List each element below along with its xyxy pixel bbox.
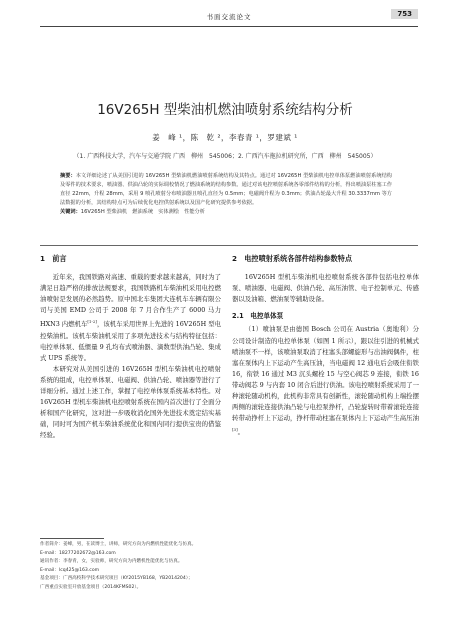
abstract-text: 本文详细论述了从美国引进的 16V265H 型柴油机燃油喷射系统结构及其特点。通过对 16V265H 型柴油机电控单体泵燃油喷射系统结构及零件的技术要求，喷油器、供油凸轮的实际调校情况了燃油系统的结构参数。通过对该电控喷射系统各零部件结构的分析，得出喷油泵柱塞工作直径 22mm，升程 28mm，采用 9 喷孔喷射分布喷油器且喷孔直径为 0.5mm；电磁阀升程为 0.3mm；供油凸轮最大升程 30.3337mm 等方法数据的分析，其结构特点可为后续优化电控供射系统以及国产化研究提供参考依据。	[60, 173, 393, 206]
abstract-block	[60, 172, 392, 217]
section-heading-introduction: 1 前言	[40, 254, 67, 263]
pump-paragraph: （1）喷油泵是由德国 Bosch 公司在 Austria（奥地利）分公司设计制造的电控单体泵（如图 1 所示），跟以往引进的机械式喷油泵不一样，该喷油泵取消了柱塞头部螺旋形与出油阀偶件，柱塞在泵体内上下运动产生高压油，当电磁阀 12 通电后会吸住衔铁 16，衔铁 16 通过 M3 沉头螺栓 15 与空心阀芯 9 连接，衔铁 16 带动阀芯 9 与内套 10 闭合后进行供油。该电控喷射系统采用了一种滚轮随动机构，此机构非常具有创新性，滚轮随动机构上端拴摆两侧的滚轮连接供油凸轮与电控泵挣杆，凸轮旋转时带着滚轮连接转带动挣杆上下运动，挣杆带动柱塞在泵体内上下运动产生高压油[3]。	[232, 325, 419, 437]
page-number: 753	[391, 9, 418, 19]
footnote-author: 作者简介：姜峰，男，在读博士，讲师，研究方向为内燃机性能优化与仿真。	[40, 542, 197, 547]
paper-title: 16V265H 型柴油机燃油喷射系统结构分析	[97, 102, 353, 118]
section-heading-structure: 2 电控喷射系统各部件结构参数特点	[232, 254, 353, 263]
structure-paragraph-1: 16V265H 型机车柴油机电控喷射系统各部件包括电控单体泵、喷油器、电磁阀、供油凸轮、高压油管、电子控制单元、传感器以及油箱、燃油泵等辅助设备。	[232, 273, 419, 304]
footnote-email-2: E-mail：lcq425@163.com	[40, 567, 100, 573]
footnote-corresponding: 通讯作者：李春青，女，实验师，研究方向为内燃机性能优化与仿真。	[40, 559, 183, 564]
footnote-email: E-mail：18277202672@163.com	[40, 550, 116, 556]
keywords	[60, 208, 392, 217]
intro-paragraph-1: 近年来，我国铁路对高速、重载的要求越来越高，同时为了满足日趋严格的排放法规要求，我国铁路机车柴油机采用电控燃油喷射是发展的必然趋势。原中国北车集团大连机车车辆有限公司与美国 EMD 公司于 2008 年 7 月合作生产了 6000 马力 HXN3 内燃机车[1-2]，该机车采用世界上先进的 16V265H 型电控柴油机。该机车柴油机采用了多项先进技术与结构特征包括：电控单体泵、低惯量 9 孔均布式喷油器、滴数型供油凸轮、集成式 UPS 系统等。	[40, 273, 221, 362]
citation: [3]	[232, 427, 238, 433]
running-head	[40, 12, 418, 27]
footnote-funding: 基金项目：广西高校科学技术研究项目（KY2015YB168，YB2014204）；	[40, 576, 193, 581]
abstract-divider	[40, 245, 418, 246]
abstract	[60, 172, 392, 208]
left-column	[40, 253, 221, 442]
right-column	[232, 253, 419, 438]
author-list: 姜 峰 ¹，陈 乾 ²，李春青 ¹，罗建斌 ¹	[152, 133, 298, 142]
abstract-label: 摘要：	[60, 173, 76, 179]
footnote-divider	[40, 538, 104, 539]
section-label: 书面交流论文	[206, 13, 252, 21]
subsection-heading-pump: 2.1 电控单体泵	[232, 312, 284, 321]
affiliation: （1. 广西科技大学，汽车与交通学院 广西 柳州 545006；2. 广西汽车拖拉机研究所，广西 柳州 545005）	[73, 153, 377, 160]
keywords-text: 16V265H 型柴油机 燃油系统 实体测绘 性能分析	[80, 209, 205, 215]
footnote-funding-2: 广西重点实验室开放基金项目（2014KFMS02）。	[40, 584, 142, 590]
citation: [1-2]	[87, 319, 97, 325]
intro-paragraph-2: 本研究对从美国引进的 16V265H 型机车柴油机电控喷射系统的组成，电控单体泵、电磁阀、供油凸轮、喷油器等进行了详细分析。通过上述工作，掌握了电控单体泵系统基本特性。对 16V265H 型机车柴油机电控喷射系统在国内首次进行了全面分析和国产化研究，这对进一步吸收消化国外先进技术奠定结实基础，同时可为国产机车柴油系统优化和国内同行提供宝贵的借鉴经验。	[40, 364, 221, 440]
footnote	[40, 541, 221, 592]
keywords-label: 关键词：	[60, 209, 81, 215]
